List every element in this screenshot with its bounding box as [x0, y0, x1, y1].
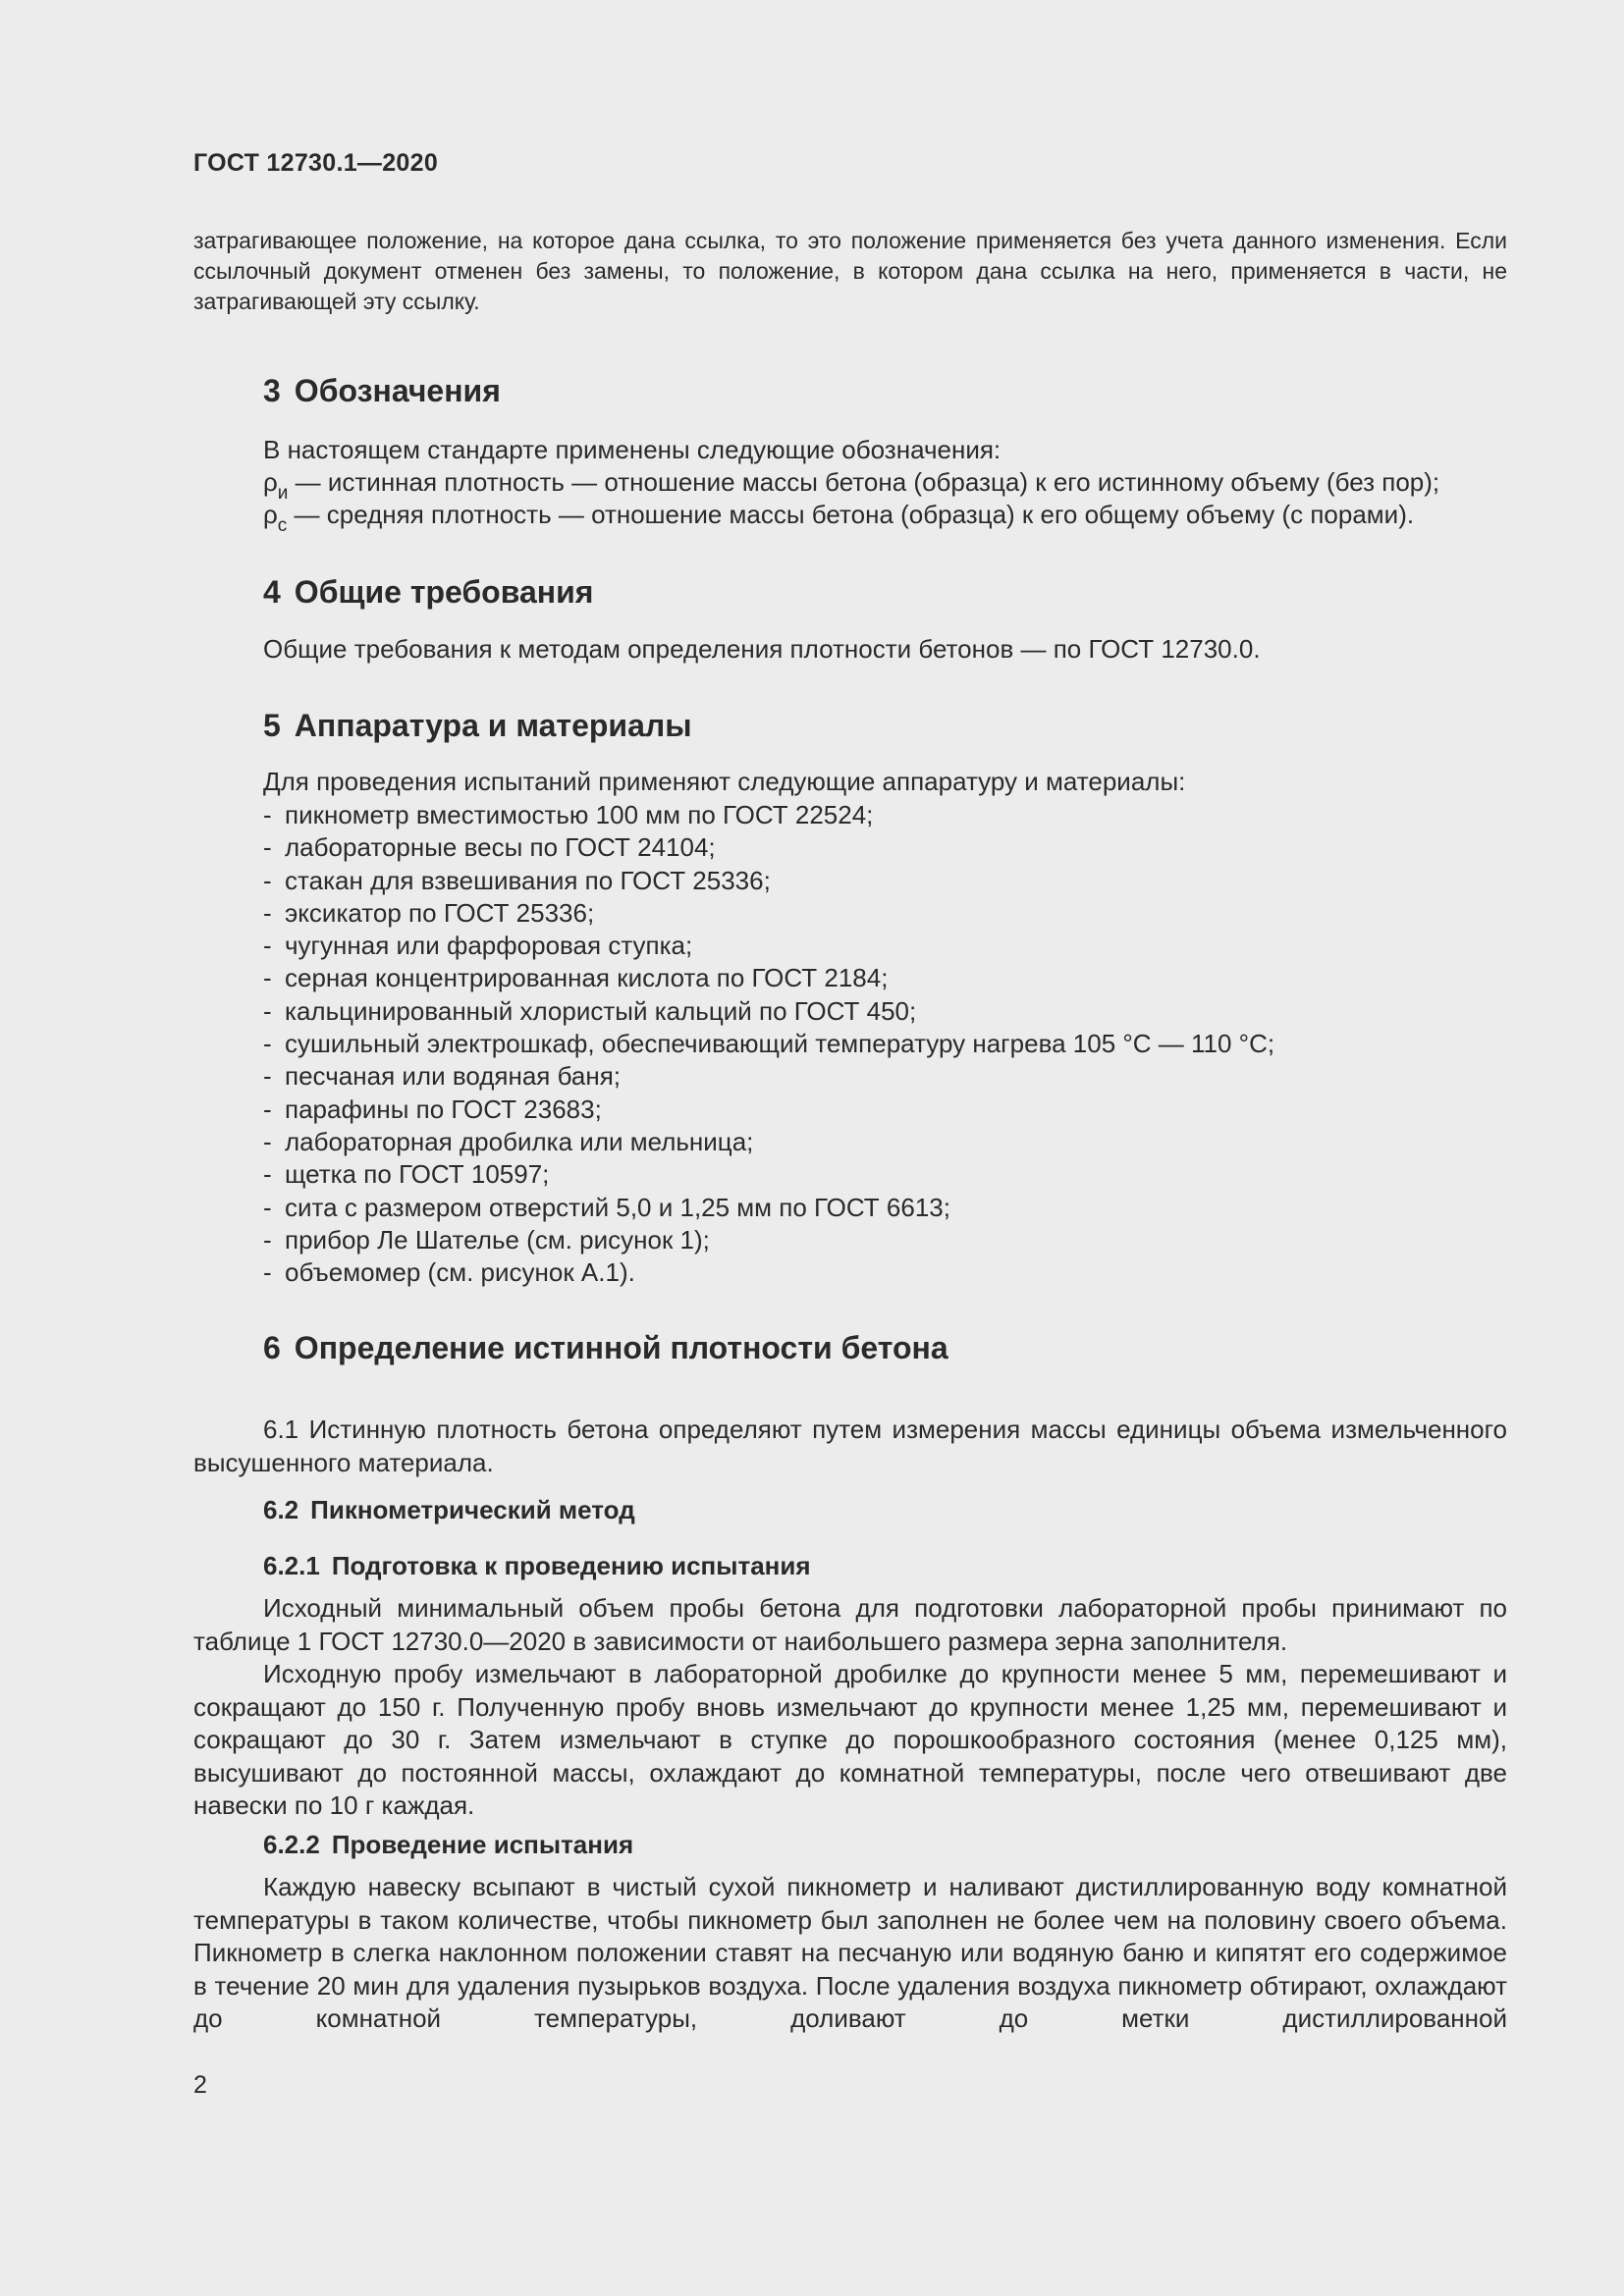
symbol-definition: — средняя плотность — отношение массы бетона (образца) к его общему объему (с порами). [287, 500, 1415, 529]
symbol: $\rho_и$ [263, 467, 289, 504]
document-header: ГОСТ 12730.1—2020 [193, 149, 439, 177]
symbol-definition: — истинная плотность — отношение массы бетона (образца) к его истинному объему (без пор); [288, 467, 1440, 497]
list-item: - парафины по ГОСТ 23683; [263, 1094, 602, 1124]
list-item: - песчаная или водяная баня; [263, 1061, 622, 1092]
section-number: 3 [263, 373, 281, 408]
list-item: - лабораторная дробилка или мельница; [263, 1126, 754, 1156]
intro-paragraph: затрагивающее положение, на которое дана ссылка, то это положение применяется без учета данного изменения. Если ссылочный документ отменен без замены, то положение, в котором дана ссылка на него, применяется в части, не затрагивающей эту ссылку. [193, 228, 1507, 314]
section-title: Аппаратура и материалы [294, 708, 692, 743]
subsection-6-2-1-text [193, 1592, 1507, 1823]
list-item: - сушильный электрошкаф, обеспечивающий температуру нагрева 105 °С — 110 °С; [263, 1029, 1275, 1059]
section-3-lead: В настоящем стандарте применены следующие обозначения: [263, 435, 1001, 464]
list-item: - пикнометр вместимостью 100 мм по ГОСТ 22524; [263, 800, 874, 829]
paragraph: Каждую навеску всыпают в чистый сухой пикнометр и наливают дистиллированную воду комнатной температуры в таком количестве, чтобы пикнометр был заполнен не более чем на половину своего объема. Пикнометр в слегка наклонном положении ставят на песчаную или водяную баню и кипятят его содержимое в течение 20 мин для удаления пузырьков воздуха. После удаления воздуха пикнометр обтирают, охлаждают до комнатной температуры, доливают до метки дистиллированной [193, 1872, 1507, 2033]
list-item: - щетка по ГОСТ 10597; [263, 1159, 550, 1190]
subsection-6-2-1-heading: 6.2.1 Подготовка к проведению испытания [263, 1551, 811, 1580]
section-3-heading [263, 373, 501, 409]
section-number: 6 [263, 1330, 281, 1365]
section-title: Определение истинной плотности бетона [294, 1330, 948, 1365]
paragraph: Исходную пробу измельчают в лабораторной дробилке до крупности менее 5 мм, перемешивают и сокращают до 150 г. Полученную пробу вновь измельчают до крупности менее 1,25 мм, перемешивают и сокращают до 30 г. Затем измельчают в ступке до порошкообразного состояния (менее 0,125 мм), высушивают до постоянной массы, охлаждают до комнатной температуры, после чего отвешивают две навески по 10 г каждая. [193, 1659, 1507, 1820]
list-item: - чугунная или фарфоровая ступка; [263, 931, 693, 961]
subsection-6-2-heading: 6.2 Пикнометрический метод [263, 1495, 635, 1524]
list-item: - объемомер (см. рисунок А.1). [263, 1257, 635, 1288]
symbol: $\rho_с$ [263, 500, 288, 536]
section-6-heading [263, 1330, 948, 1366]
subsection-6-2-2-heading: 6.2.2 Проведение испытания [263, 1830, 634, 1859]
list-item: - лабораторные весы по ГОСТ 24104; [263, 832, 716, 863]
list-item: - прибор Ле Шателье (см. рисунок 1); [263, 1224, 710, 1255]
section-number: 5 [263, 708, 281, 743]
equipment-list [263, 799, 1274, 1289]
section-4-heading [263, 574, 593, 611]
list-item: - сита с размером отверстий 5,0 и 1,25 мм по ГОСТ 6613; [263, 1192, 950, 1222]
section-5-heading [263, 708, 692, 744]
symbol-line [263, 500, 1414, 537]
list-item: - серная концентрированная кислота по ГОСТ 2184; [263, 963, 889, 993]
section-number: 4 [263, 574, 281, 610]
section-5-lead: Для проведения испытаний применяют следующие аппаратуру и материалы: [263, 767, 1186, 796]
paragraph-6-1: 6.1 Истинную плотность бетона определяют путем измерения массы единицы объема измельченного высушенного материала. [193, 1415, 1507, 1477]
section-title: Обозначения [294, 373, 501, 408]
list-item: - эксикатор по ГОСТ 25336; [263, 897, 595, 928]
list-item: - кальцинированный хлористый кальций по ГОСТ 450; [263, 995, 917, 1026]
section-4-text: Общие требования к методам определения плотности бетонов — по ГОСТ 12730.0. [263, 634, 1261, 664]
section-title: Общие требования [294, 574, 594, 610]
paragraph: Исходный минимальный объем пробы бетона для подготовки лабораторной пробы принимают по таблице 1 ГОСТ 12730.0—2020 в зависимости от наибольшего размера зерна заполнителя. [193, 1593, 1507, 1656]
page-number: 2 [193, 2071, 207, 2099]
list-item: - стакан для взвешивания по ГОСТ 25336; [263, 865, 771, 895]
subsection-6-2-2-text [193, 1871, 1507, 2036]
